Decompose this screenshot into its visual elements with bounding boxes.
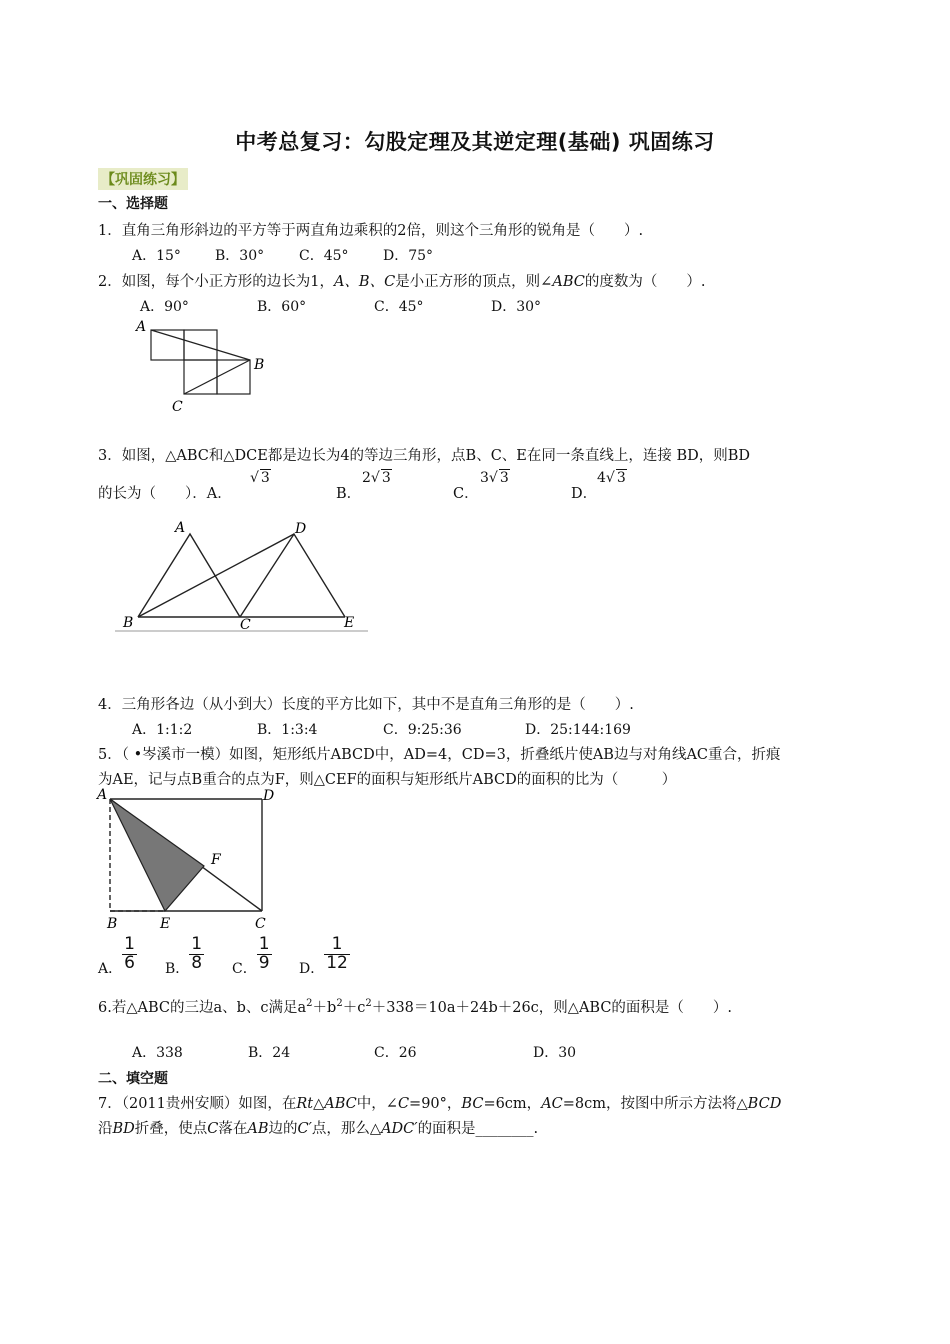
- q2-option-a: A．90°: [140, 299, 189, 315]
- q5-line2: 为AE，记与点B重合的点为F，则△CEF的面积与矩形纸片ABCD的面积的比为（ ）: [98, 772, 677, 788]
- practice-tag: 【巩固练习】: [98, 168, 188, 190]
- q4-option-d: D．25:144:169: [525, 722, 631, 738]
- q5-label-b: B: [107, 916, 118, 932]
- q3-label-b: B: [123, 615, 134, 631]
- q3-option-d-value: 4√ 3: [597, 470, 626, 486]
- q6-option-a: A．338: [132, 1045, 183, 1061]
- q6-option-c: C．26: [374, 1045, 417, 1061]
- q2-label-a: A: [136, 319, 147, 335]
- q5-option-d: D． $\frac{1}{12}$: [299, 934, 348, 977]
- q1-option-c: C．45°: [299, 248, 349, 264]
- q2-label-c: C: [172, 399, 183, 415]
- q5-line1: 5．（ •岑溪市一模）如图，矩形纸片ABCD中，AD=4，CD=3，折叠纸片使AB边与对角线AC重合，折痕: [98, 747, 781, 763]
- q3-triangles-figure: [110, 512, 375, 637]
- q3-label-d: D: [295, 521, 307, 537]
- q6-option-b: B．24: [248, 1045, 291, 1061]
- q3-label-a: A: [175, 520, 186, 536]
- q2-option-b: B．60°: [257, 299, 307, 315]
- q3-option-c-label: C．: [453, 486, 479, 502]
- q6-text: 6.若△ABC的三边a、b、c满足$a^2+b^2+c^2+338=10a+24b+26c$，则△ABC的面积是（ ）.: [98, 998, 733, 1016]
- q3-option-d-label: D．: [571, 486, 598, 502]
- q4-option-b: B．1:3:4: [257, 722, 318, 738]
- q2-option-c: C．45°: [374, 299, 424, 315]
- section-fill-blank: 二、填空题: [98, 1071, 168, 1087]
- q3-option-c-value: 3√ 3: [480, 470, 509, 486]
- q2-option-d: D．30°: [491, 299, 542, 315]
- q5-label-e: E: [160, 916, 171, 932]
- q3-line1: 3．如图，△ABC和△DCE都是边长为4的等边三角形，点B、C、E在同一条直线上，连接 BD，则BD: [98, 448, 751, 464]
- q7-line2: 沿BD折叠，使点C落在AB边的C′点，那么△ADC′的面积是________.: [98, 1121, 539, 1137]
- q5-label-f: F: [211, 852, 221, 868]
- q7-line1: 7．（2011贵州安顺）如图，在Rt△ABC中，∠C=90°，BC=6cm，AC=8cm，按图中所示方法将△BCD: [98, 1096, 782, 1112]
- q4-option-a: A．1:1:2: [132, 722, 193, 738]
- q3-option-b-value: 2√ 3: [362, 470, 391, 486]
- q5-label-a: A: [97, 787, 108, 803]
- q6-option-d: D．30: [533, 1045, 577, 1061]
- q1-option-b: B．30°: [215, 248, 265, 264]
- q3-option-b-label: B．: [336, 486, 362, 502]
- q5-option-c: C． $\frac{1}{9}$: [232, 934, 270, 977]
- q5-option-b: B． $\frac{1}{8}$: [165, 934, 203, 977]
- q2-label-b: B: [254, 357, 265, 373]
- q3-option-a-value: √ 3: [250, 470, 270, 486]
- q2-grid-figure: [130, 318, 280, 418]
- page-title: 中考总复习：勾股定理及其逆定理(基础) 巩固练习: [235, 130, 715, 154]
- section-choice: 一、选择题: [98, 196, 168, 212]
- q3-line2: 的长为（ ）．A．: [98, 486, 232, 502]
- q4-text: 4．三角形各边（从小到大）长度的平方比如下，其中不是直角三角形的是（ ）.: [98, 697, 634, 713]
- q1-option-d: D．75°: [383, 248, 434, 264]
- q1-text: 1．直角三角形斜边的平方等于两直角边乘积的2倍，则这个三角形的锐角是（ ）.: [98, 223, 644, 239]
- q3-label-e: E: [344, 615, 355, 631]
- q5-rectangle-figure: [95, 784, 285, 934]
- q1-option-a: A．15°: [132, 248, 181, 264]
- q5-label-c: C: [255, 916, 266, 932]
- q4-option-c: C．9:25:36: [383, 722, 462, 738]
- q5-label-d: D: [263, 788, 275, 804]
- q5-option-a: A． $\frac{1}{6}$: [98, 934, 135, 977]
- q3-label-c: C: [240, 617, 251, 633]
- q2-text: 2．如图，每个小正方形的边长为1，A、B、C是小正方形的顶点，则∠ABC的度数为（ ）.: [98, 274, 706, 290]
